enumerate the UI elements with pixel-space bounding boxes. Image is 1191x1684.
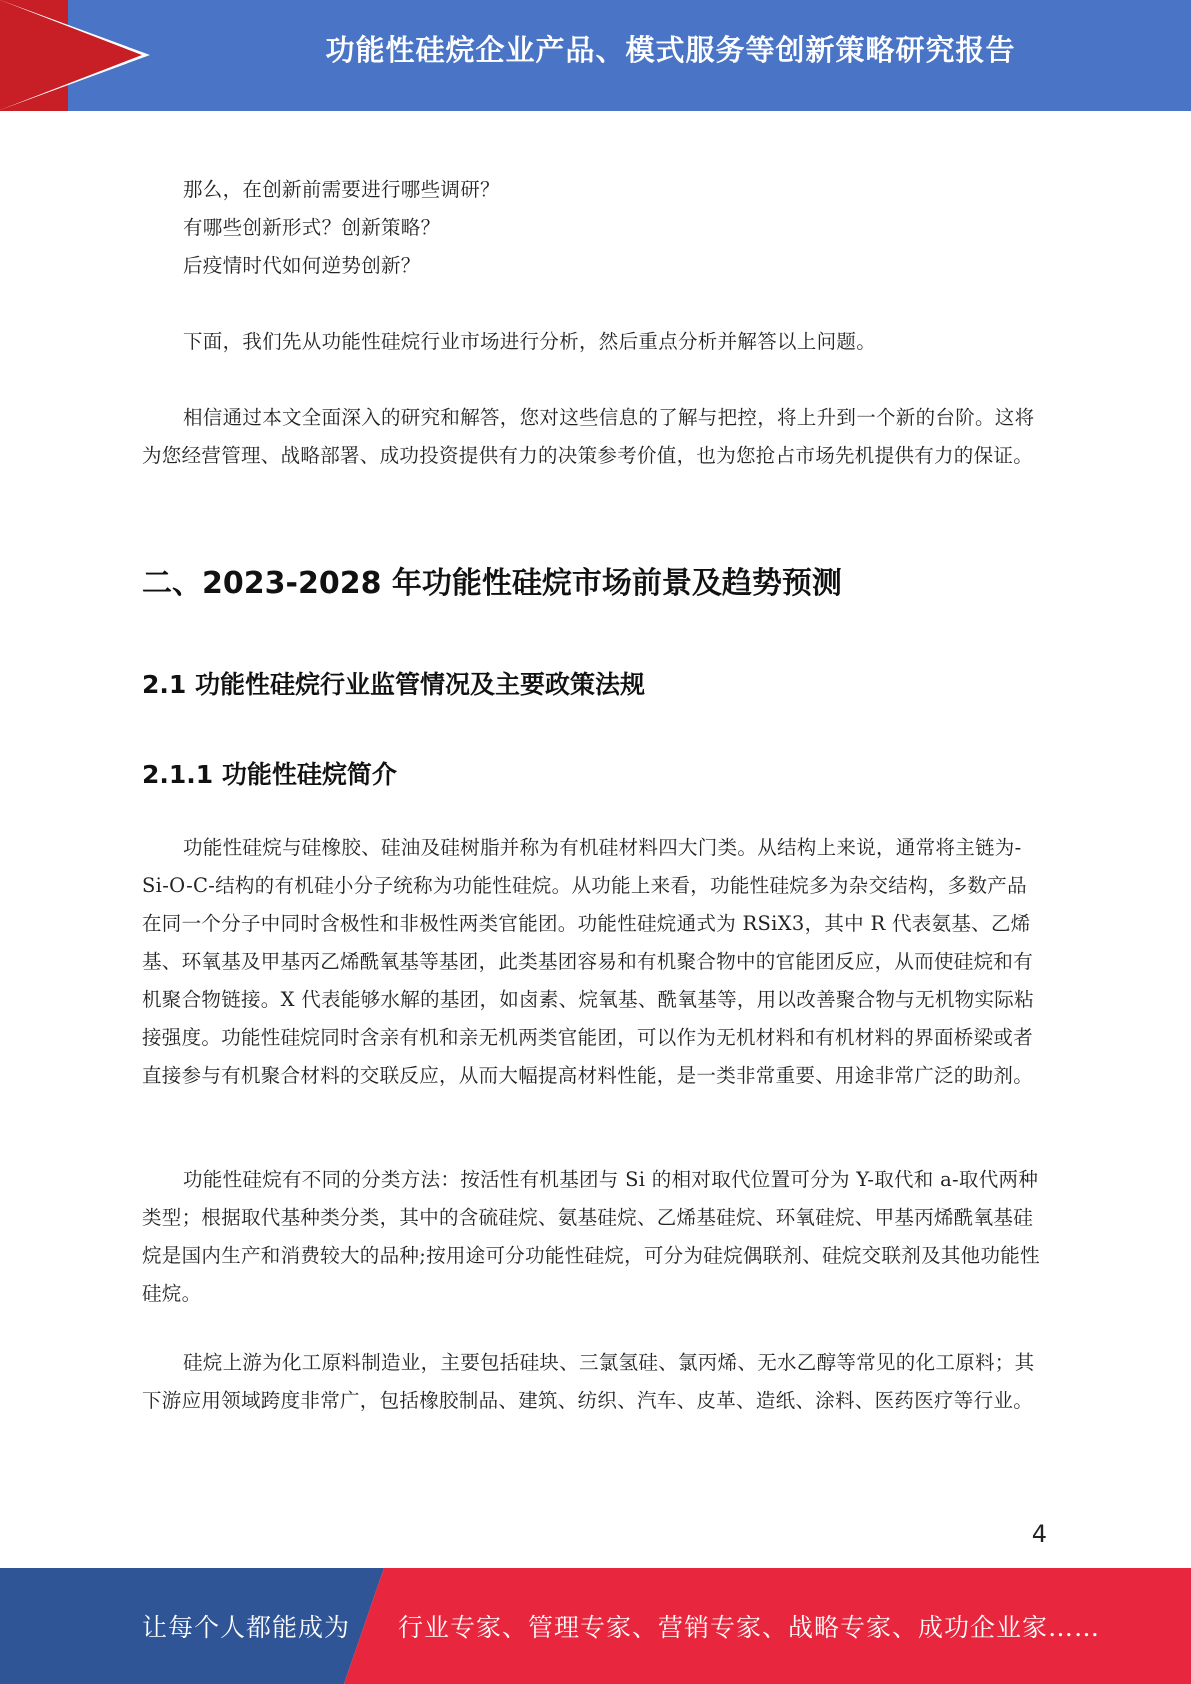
footer-slogan-right: 行业专家、管理专家、营销专家、战略专家、成功企业家…… — [398, 1613, 1101, 1642]
subsubsection-heading: 2.1.1 功能性硅烷简介 — [142, 760, 397, 789]
section-heading: 二、2023-2028 年功能性硅烷市场前景及趋势预测 — [142, 566, 842, 601]
header-arrow — [0, 0, 142, 110]
subsection-heading: 2.1 功能性硅烷行业监管情况及主要政策法规 — [142, 670, 645, 699]
page-header — [0, 0, 1191, 111]
page-footer — [0, 1568, 1191, 1684]
intro-question-2: 有哪些创新形式？创新策略？ — [183, 216, 441, 239]
body-paragraph-2: 功能性硅烷有不同的分类方法：按活性有机基团与 Si 的相对取代位置可分为 Y-取代和 a-取代两种类型；根据取代基种类分类，其中的含硫硅烷、氨基硅烷、乙烯基硅烷、环氧硅烷、甲基丙烯酰氧基硅烷是国内生产和消费较大的品种;按用途可分功能性硅烷，可分为硅烷偶联剂、硅烷交联剂及其他功能性硅烷。 — [142, 1168, 1040, 1305]
footer-slogan-left: 让每个人都能成为 — [142, 1613, 351, 1642]
intro-paragraph-2: 相信通过本文全面深入的研究和解答，您对这些信息的了解与把控，将上升到一个新的台阶。这将为您经营管理、战略部署、成功投资提供有力的决策参考价值，也为您抢占市场先机提供有力的保证。 — [142, 406, 1035, 467]
intro-question-3: 后疫情时代如何逆势创新？ — [183, 254, 421, 277]
intro-paragraph-1: 下面，我们先从功能性硅烷行业市场进行分析，然后重点分析并解答以上问题。 — [183, 330, 877, 353]
page-number: 4 — [1031, 1520, 1047, 1548]
body-paragraph-1: 功能性硅烷与硅橡胶、硅油及硅树脂并称为有机硅材料四大门类。从结构上来说，通常将主链为-Si-O-C-结构的有机硅小分子统称为功能性硅烷。从功能上来看，功能性硅烷多为杂交结构，多数产品在同一个分子中同时含极性和非极性两类官能团。功能性硅烷通式为 RSiX3，其中 R 代表氨基、乙烯基、环氧基及甲基丙乙烯酰氧基等基团，此类基团容易和有机聚合物中的官能团反应，从而使硅烷和有机聚合物链接。X 代表能够水解的基团，如卤素、烷氧基、酰氧基等，用以改善聚合物与无机物实际粘接强度。功能性硅烷同时含亲有机和亲无机两类官能团，可以作为无机材料和有机材料的界面桥梁或者直接参与有机聚合材料的交联反应，从而大幅提高材料性能，是一类非常重要、用途非常广泛的助剂。 — [142, 836, 1034, 1087]
body-paragraph-3: 硅烷上游为化工原料制造业，主要包括硅块、三氯氢硅、氯丙烯、无水乙醇等常见的化工原料；其下游应用领域跨度非常广，包括橡胶制品、建筑、纺织、汽车、皮革、造纸、涂料、医药医疗等行业。 — [142, 1351, 1035, 1412]
header-title: 功能性硅烷企业产品、模式服务等创新策略研究报告 — [325, 33, 1016, 67]
intro-question-1: 那么，在创新前需要进行哪些调研？ — [183, 178, 500, 201]
